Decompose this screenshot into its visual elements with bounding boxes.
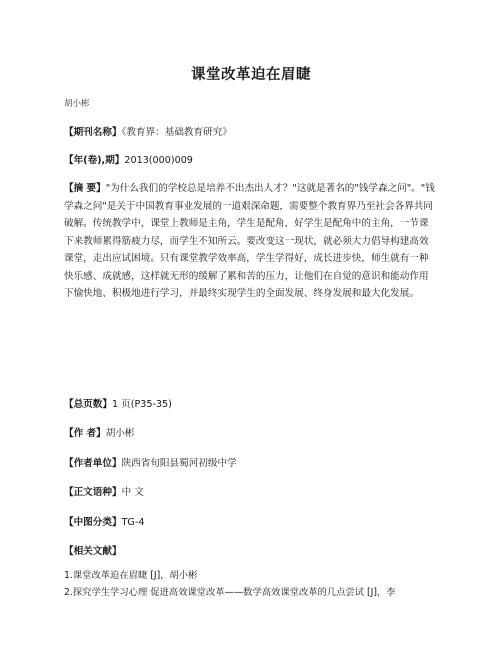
classification-value: TG-4 xyxy=(121,517,145,528)
journal-field xyxy=(64,124,436,142)
language-label: 【正文语种】 xyxy=(64,487,122,498)
year-issue-value: 2013(000)009 xyxy=(124,155,193,166)
year-issue-field xyxy=(64,152,436,170)
author-field xyxy=(64,425,436,443)
classification-label: 【中图分类】 xyxy=(64,517,122,528)
journal-label: 【期刊名称】 xyxy=(64,127,122,138)
related-field xyxy=(64,543,436,561)
year-issue-label: 【年(卷),期】 xyxy=(64,155,125,166)
pages-value: 1 页(P35-35) xyxy=(111,399,172,410)
language-value: 中 文 xyxy=(121,487,144,498)
affiliation-field xyxy=(64,455,436,473)
related-item[interactable]: 1.课堂改革迫在眉睫 [J]，胡小彬 xyxy=(64,570,198,581)
author-label: 【作 者】 xyxy=(64,428,106,439)
abstract-field xyxy=(64,180,436,303)
related-label: 【相关文献】 xyxy=(64,546,122,557)
journal-value: 《教育界：基础教育研究》 xyxy=(121,127,232,138)
author-value: 胡小彬 xyxy=(105,428,135,439)
affiliation-value: 陕西省旬阳县蜀河初级中学 xyxy=(121,458,237,469)
related-list xyxy=(64,568,444,601)
classification-field xyxy=(64,514,436,532)
pages-label: 【总页数】 xyxy=(64,399,112,410)
abstract-text: "为什么我们的学校总是培养不出杰出人才？"这就是著名的"钱学森之问"。"钱学森之问"是关于中国教育事业发展的一道艰深命题，需要整个教育界乃至社会各界共同破解。传统教学中，课堂上教师是主角，学生是配角，好学生是配角中的主角，一节课下来教师累得筋疲力尽，而学生不知所云。要改变这一现状，就必须大力倡导构建高效课堂，走出应试困境。只有课堂教学效率高，学生学得好，成长进步快，师生就有一种快乐感、成就感，这样就无形的缓解了累和苦的压力，让他们在自觉的意识和能动作用下愉快地、积极地进行学习，并最终实现学生的全面发展、终身发展和最大化发展。 xyxy=(64,183,435,299)
author-line: 胡小彬 xyxy=(64,99,90,109)
related-item[interactable]: 2.探究学生学习心理 促进高效课堂改革——数学高效课堂改革的几点尝试 [J]，李 xyxy=(64,586,396,598)
language-field xyxy=(64,484,436,502)
affiliation-label: 【作者单位】 xyxy=(64,458,122,469)
document-title: 课堂改革迫在眉睫 xyxy=(191,67,311,83)
pages-field xyxy=(64,396,436,414)
abstract-label: 【摘 要】 xyxy=(64,183,106,194)
